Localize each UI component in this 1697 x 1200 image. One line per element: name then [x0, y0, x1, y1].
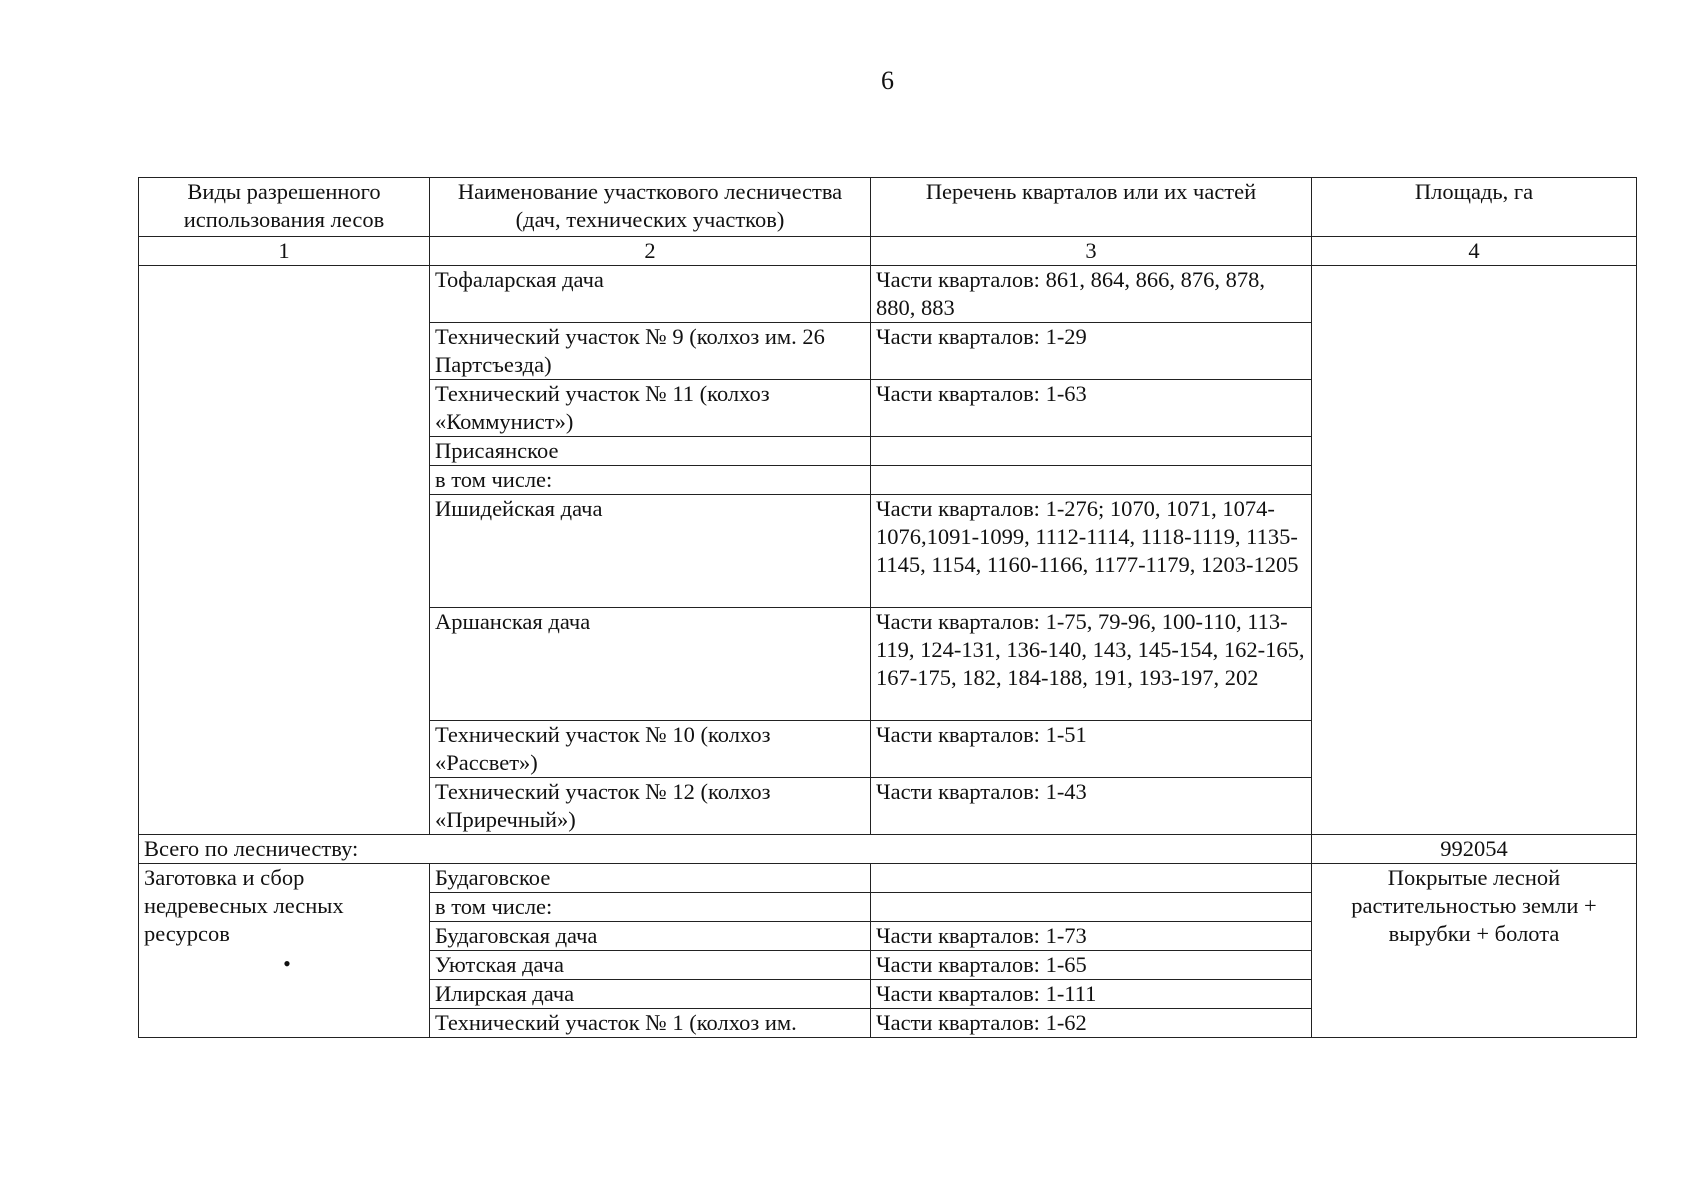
quarters-cell — [871, 893, 1312, 922]
forestry-name-cell: Аршанская дача — [430, 608, 871, 721]
forestry-name-cell: Технический участок № 11 (колхоз «Коммунист») — [430, 380, 871, 437]
use-type-text: Заготовка и сбор недревесных лесных ресурсов — [144, 865, 344, 946]
total-row — [139, 835, 1637, 864]
forestry-name-cell: Будаговское — [430, 864, 871, 893]
quarters-cell: Части кварталов: 1-65 — [871, 951, 1312, 980]
quarters-cell: Части кварталов: 1-276; 1070, 1071, 1074-1076,1091-1099, 1112-1114, 1118-1119, 1135-1145, 1154, 1160-1166, 1177-1179, 1203-1205 — [871, 495, 1312, 608]
forestry-name-cell: Тофаларская дача — [430, 266, 871, 323]
total-label: Всего по лесничеству: — [139, 835, 1312, 864]
header-area: Площадь, га — [1312, 178, 1637, 237]
quarters-cell: Части кварталов: 1-29 — [871, 323, 1312, 380]
header-quarters-list: Перечень кварталов или их частей — [871, 178, 1312, 237]
header-use-type: Виды разрешенного использования лесов — [139, 178, 430, 237]
column-number-row — [139, 237, 1637, 266]
forestry-name-cell: Будаговская дача — [430, 922, 871, 951]
area-description-cell: Покрытые лесной растительностью земли + вырубки + болота — [1312, 864, 1637, 1038]
use-type-cell — [139, 864, 430, 1038]
forestry-name-cell: Технический участок № 10 (колхоз «Рассвет») — [430, 721, 871, 778]
column-number: 4 — [1312, 237, 1637, 266]
forestry-name-cell: Технический участок № 12 (колхоз «Приречный») — [430, 778, 871, 835]
forest-use-table — [138, 177, 1637, 1038]
table-header-row — [139, 178, 1637, 237]
forestry-name-cell: Технический участок № 1 (колхоз им. — [430, 1009, 871, 1038]
forestry-name-cell: Присаянское — [430, 437, 871, 466]
page-number: 6 — [881, 66, 894, 95]
forestry-name-cell: Технический участок № 9 (колхоз им. 26 Партсъезда) — [430, 323, 871, 380]
quarters-cell — [871, 466, 1312, 495]
quarters-cell: Части кварталов: 1-43 — [871, 778, 1312, 835]
table-row — [139, 864, 1637, 893]
quarters-cell: Части кварталов: 1-111 — [871, 980, 1312, 1009]
bullet-mark: • — [283, 951, 291, 976]
column-number: 2 — [430, 237, 871, 266]
area-cell-empty — [1312, 266, 1637, 835]
column-number: 3 — [871, 237, 1312, 266]
table-row — [139, 266, 1637, 323]
quarters-cell: Части кварталов: 1-63 — [871, 380, 1312, 437]
forestry-name-cell: Уютская дача — [430, 951, 871, 980]
forestry-name-cell: Илирская дача — [430, 980, 871, 1009]
quarters-cell: Части кварталов: 1-73 — [871, 922, 1312, 951]
forestry-name-cell: Ишидейская дача — [430, 495, 871, 608]
total-value: 992054 — [1312, 835, 1637, 864]
quarters-cell: Части кварталов: 1-62 — [871, 1009, 1312, 1038]
quarters-cell — [871, 864, 1312, 893]
use-type-cell-empty — [139, 266, 430, 835]
quarters-cell: Части кварталов: 861, 864, 866, 876, 878, 880, 883 — [871, 266, 1312, 323]
forestry-name-cell: в том числе: — [430, 893, 871, 922]
quarters-cell: Части кварталов: 1-51 — [871, 721, 1312, 778]
quarters-cell: Части кварталов: 1-75, 79-96, 100-110, 113-119, 124-131, 136-140, 143, 145-154, 162-165, 167-175, 182, 184-188, 191, 193-197, 202 — [871, 608, 1312, 721]
quarters-cell — [871, 437, 1312, 466]
header-forestry-name: Наименование участкового лесничества (дач, технических участков) — [430, 178, 871, 237]
column-number: 1 — [139, 237, 430, 266]
forestry-name-cell: в том числе: — [430, 466, 871, 495]
